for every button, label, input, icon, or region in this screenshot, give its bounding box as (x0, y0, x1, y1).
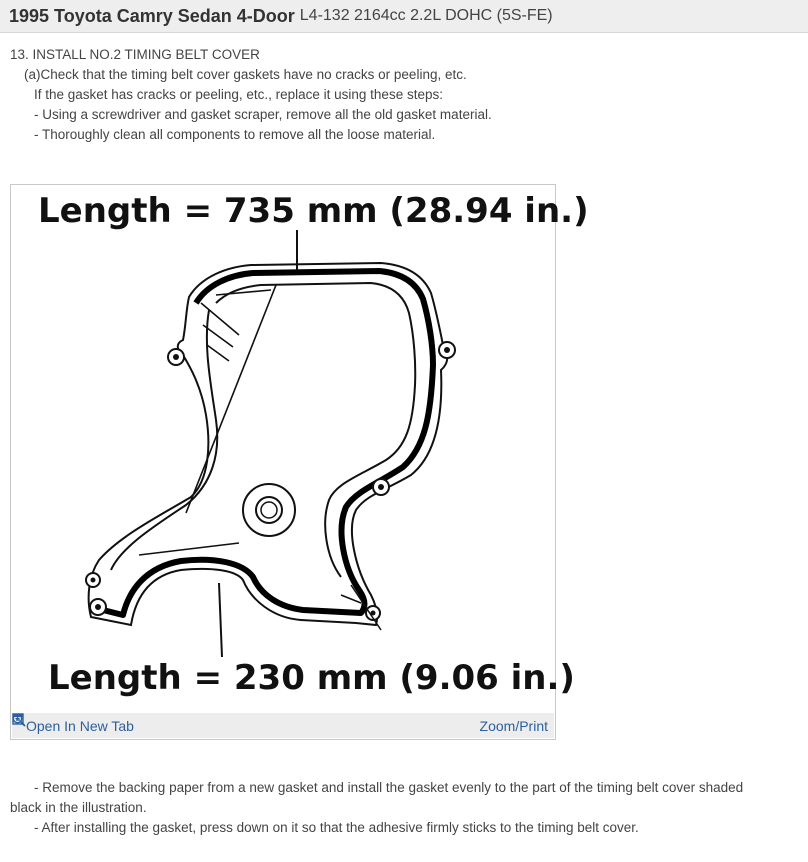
open-in-new-tab-label: Open In New Tab (26, 717, 134, 734)
gasket-illustration (10, 184, 589, 740)
vehicle-title: 1995 Toyota Camry Sedan 4-Door (9, 5, 295, 26)
step-title: 13. INSTALL NO.2 TIMING BELT COVER (10, 47, 260, 62)
top-length-label: Length = 735 mm (28.94 in.) (38, 191, 589, 231)
figure-toolbar (12, 713, 554, 738)
bullet-backing-paper-cont: black in the illustration. (10, 800, 147, 815)
bullet-scraper: - Using a screwdriver and gasket scraper, remove all the old gasket material. (34, 107, 492, 122)
instruction-if: If the gasket has cracks or peeling, etc., replace it using these steps: (34, 87, 443, 102)
instruction-a: (a)Check that the timing belt cover gaskets have no cracks or peeling, etc. (24, 67, 467, 82)
bottom-length-label: Length = 230 mm (9.06 in.) (48, 658, 575, 698)
engine-subtitle: L4-132 2164cc 2.2L DOHC (5S-FE) (299, 7, 553, 24)
page-header (0, 0, 808, 33)
bullet-backing-paper: - Remove the backing paper from a new gasket and install the gasket evenly to the part of the timing belt cover shaded (34, 780, 744, 795)
timing-belt-cover-drawing (11, 185, 555, 713)
zoom-print-label: Zoom/Print (479, 717, 548, 734)
bullet-press-down: - After installing the gasket, press down on it so that the adhesive firmly sticks to the timing belt cover. (34, 820, 639, 835)
open-in-new-tab-link[interactable] (22, 718, 134, 734)
bullet-clean: - Thoroughly clean all components to remove all the loose material. (34, 127, 436, 142)
zoom-print-link[interactable] (476, 718, 548, 734)
